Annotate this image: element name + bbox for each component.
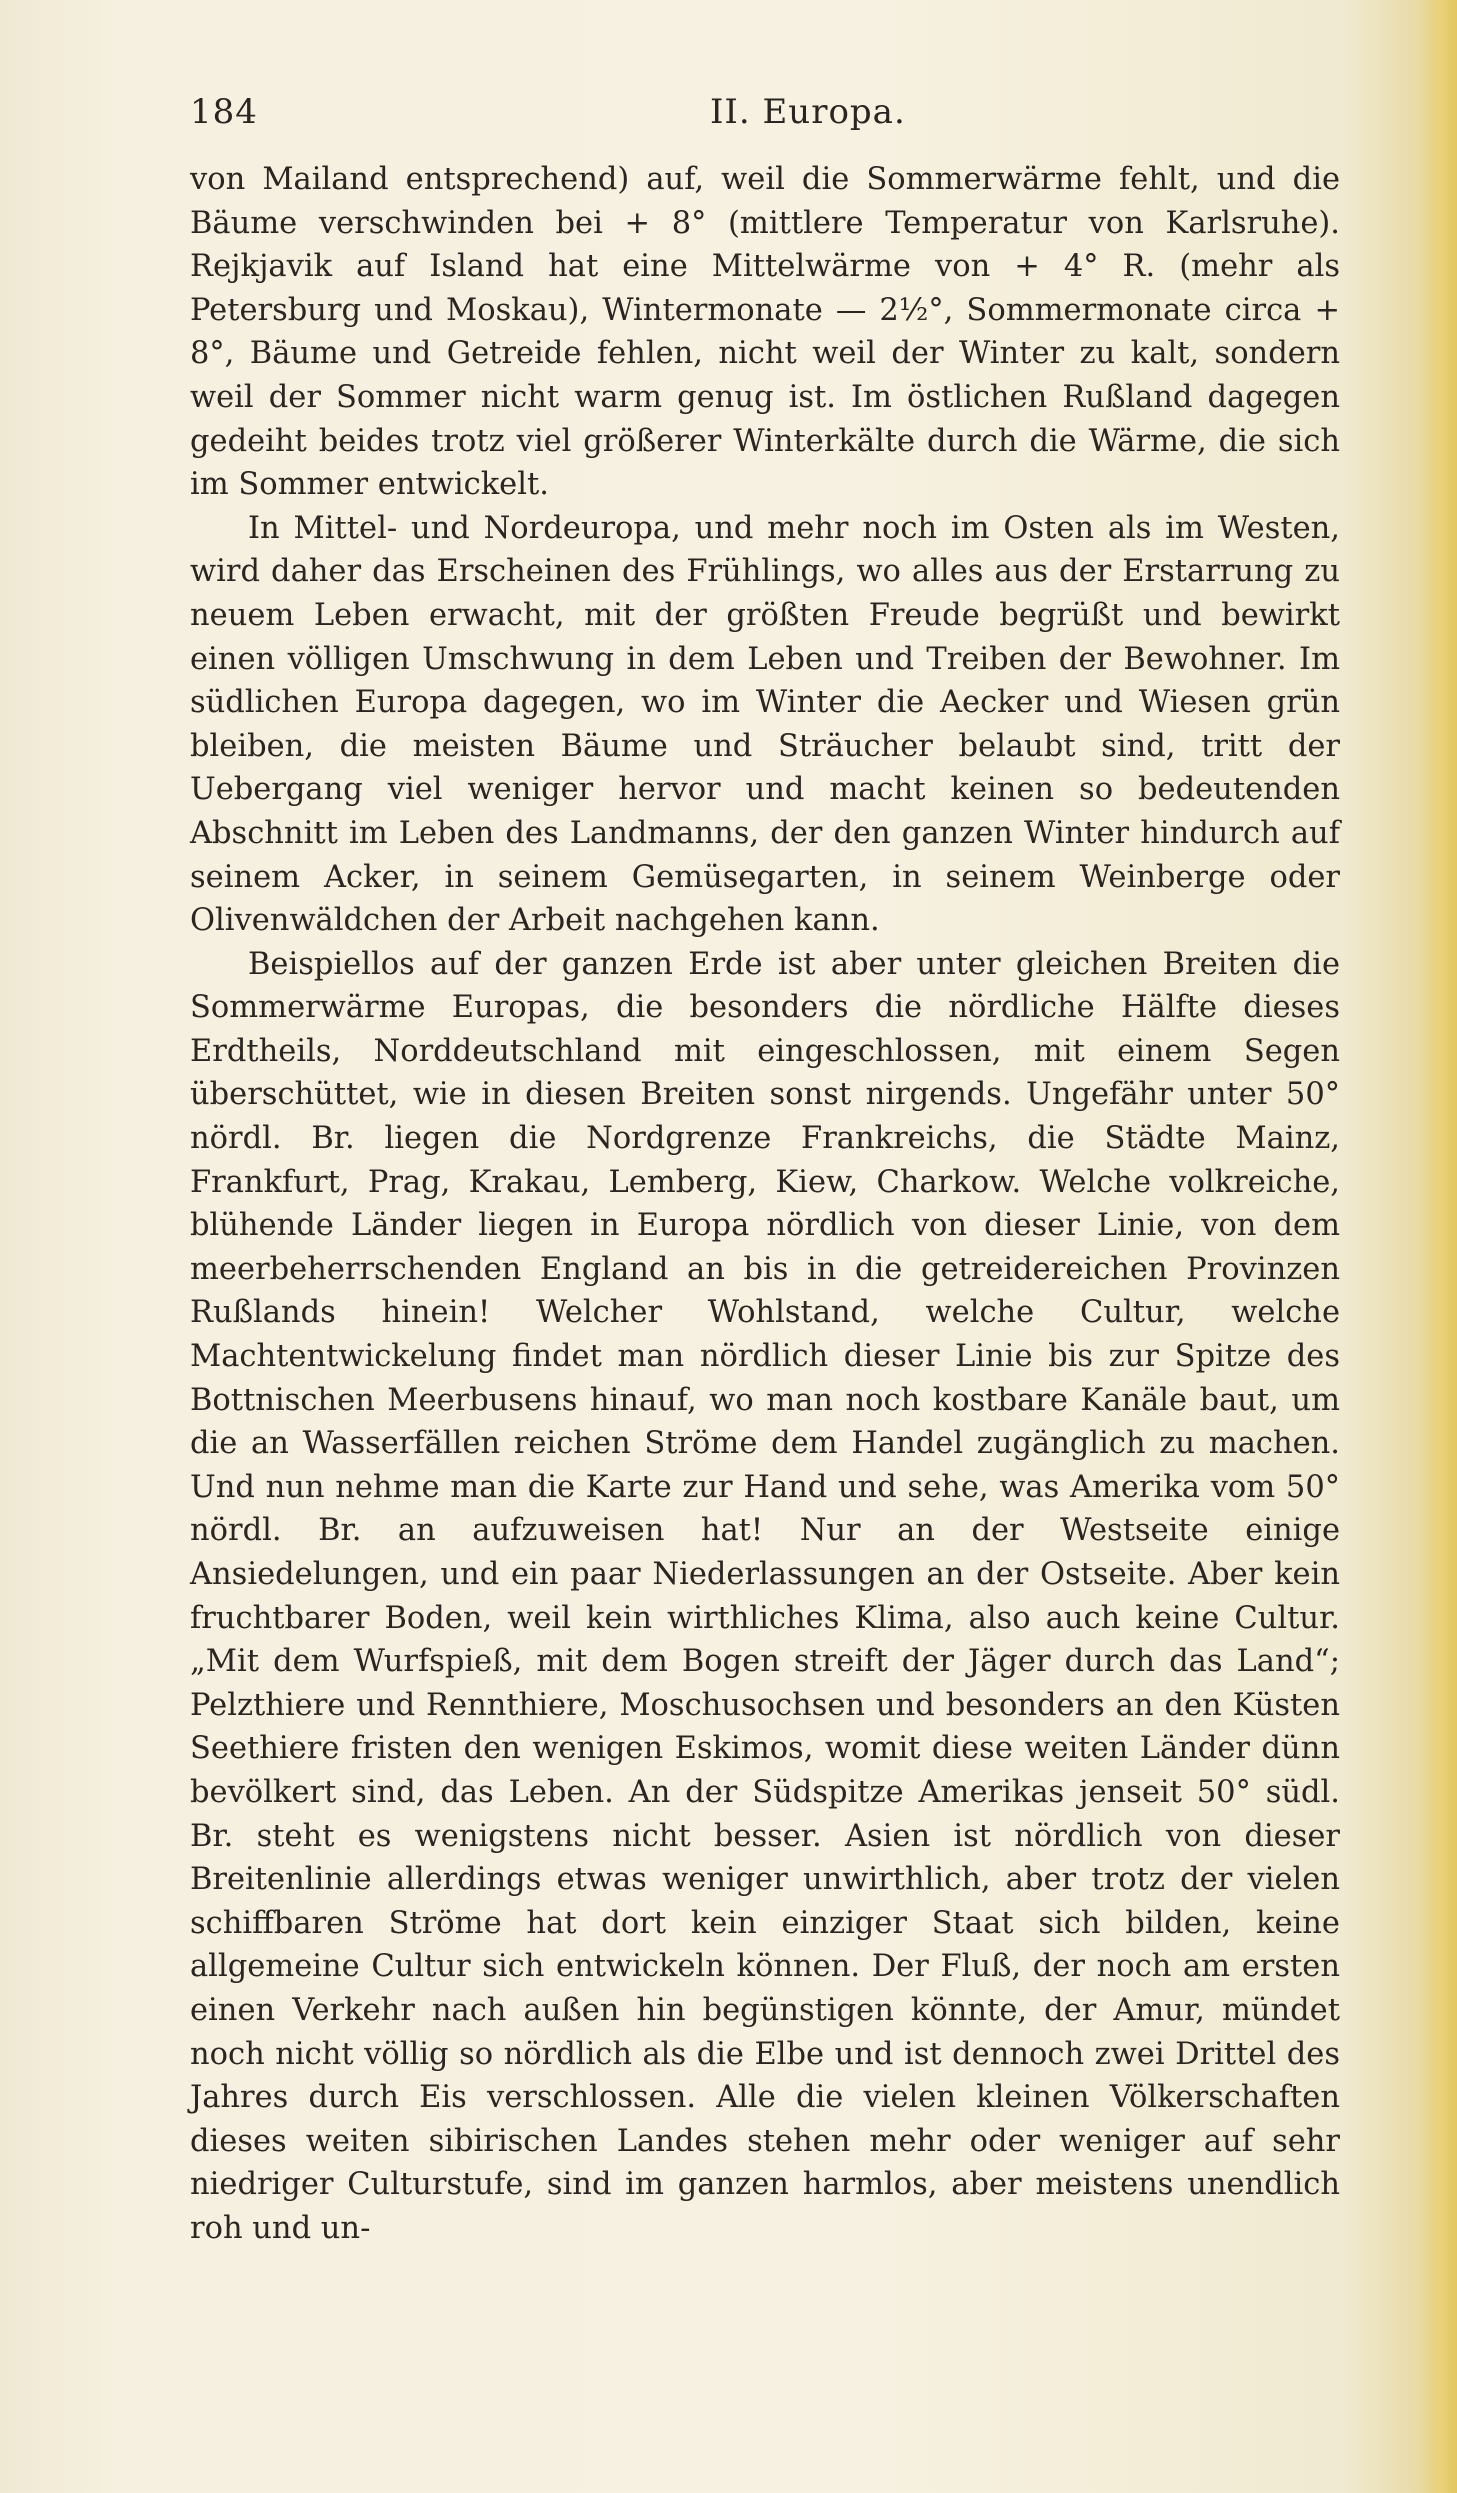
running-title: II. Europa. bbox=[710, 92, 906, 132]
page-number: 184 bbox=[190, 92, 258, 132]
paragraph-summer-warmth: Beispiellos auf der ganzen Erde ist aber unter gleichen Breiten die Sommerwärme Europas, die besonders die nördliche Hälfte dieses Erdtheils, Norddeutschland mit eingeschlossen, mit einem Segen überschüttet, wie in diesen Breiten sonst nirgends. Ungefähr unter 50° nördl. Br. liegen die Nordgrenze Frankreichs, die Städte Mainz, Frankfurt, Prag, Krakau, Lemberg, Kiew, Charkow. Welche volkreiche, blühende Länder liegen in Europa nördlich von dieser Linie, von dem meerbeherrschenden England an bis in die getreidereichen Provinzen Rußlands hinein! Welcher Wohlstand, welche Cultur, welche Machtentwickelung findet man nördlich dieser Linie bis zur Spitze des Bottnischen Meerbusens hinauf, wo man noch kostbare Kanäle baut, um die an Wasserfällen reichen Ströme dem Handel zugänglich zu machen. Und nun nehme man die Karte zur Hand und sehe, was Amerika vom 50° nördl. Br. an aufzuweisen hat! Nur an der Westseite einige Ansiedelungen, und ein paar Niederlassungen an der Ostseite. Aber kein fruchtbarer Boden, weil kein wirthliches Klima, also auch keine Cultur. „Mit dem Wurfspieß, mit dem Bogen streift der Jäger durch das Land“; Pelzthiere und Rennthiere, Moschusochsen und besonders an den Küsten Seethiere fristen den wenigen Eskimos, womit diese weiten Länder dünn bevölkert sind, das Leben. An der Südspitze Amerikas jenseit 50° südl. Br. steht es wenigstens nicht besser. Asien ist nördlich von dieser Breitenlinie allerdings etwas weniger unwirthlich, aber trotz der vielen schiffbaren Ströme hat dort kein einziger Staat sich bilden, keine allgemeine Cultur sich entwickeln können. Der Fluß, der noch am ersten einen Verkehr nach außen hin begünstigen könnte, der Amur, mündet noch nicht völlig so nördlich als die Elbe und ist dennoch zwei Drittel des Jahres durch Eis verschlossen. Alle die vielen kleinen Völkerschaften dieses weiten sibirischen Landes stehen mehr oder weniger auf sehr niedriger Culturstufe, sind im ganzen harmlos, aber meistens unendlich roh und un- bbox=[190, 946, 1340, 2246]
page-header bbox=[190, 92, 1340, 142]
page-edge-discoloration bbox=[1419, 0, 1457, 2493]
paragraph-spring: In Mittel- und Nordeuropa, und mehr noch im Osten als im Westen, wird daher das Erscheinen des Frühlings, wo alles aus der Erstarrung zu neuem Leben erwacht, mit der größten Freude begrüßt und bewirkt einen völligen Umschwung in dem Leben und Treiben der Bewohner. Im südlichen Europa dagegen, wo im Winter die Aecker und Wiesen grün bleiben, die meisten Bäume und Sträucher belaubt sind, tritt der Uebergang viel weniger hervor und macht keinen so bedeutenden Abschnitt im Leben des Landmanns, der den ganzen Winter hindurch auf seinem Acker, in seinem Gemüsegarten, in seinem Weinberge oder Olivenwäldchen der Arbeit nachgehen kann. bbox=[190, 510, 1340, 939]
paragraph-climate-north: von Mailand entsprechend) auf, weil die Sommerwärme fehlt, und die Bäume verschwinden bei + 8° (mittlere Temperatur von Karlsruhe). Rejkjavik auf Island hat eine Mittelwärme von + 4° R. (mehr als Petersburg und Moskau), Wintermonate — 2½°, Sommermonate circa + 8°, Bäume und Getreide fehlen, nicht weil der Winter zu kalt, sondern weil der Sommer nicht warm genug ist. Im östlichen Rußland dagegen gedeiht beides trotz viel größerer Winterkälte durch die Wärme, die sich im Sommer entwickelt. bbox=[190, 162, 1340, 503]
body-text bbox=[190, 158, 1340, 2251]
